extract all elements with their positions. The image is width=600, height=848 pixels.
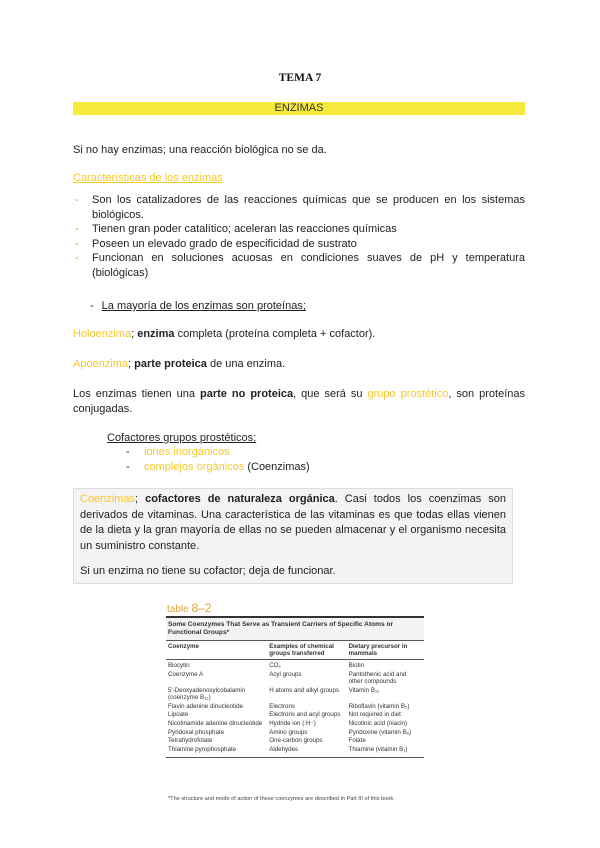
holoenzima-line: Holoenzima; enzima completa (proteína completa + cofactor). [73, 328, 376, 340]
table-footnote: *The structure and mode of action of these coenzymes are described in Part III of this book. [168, 796, 395, 802]
list-item: - iones inorgánicos [124, 445, 310, 460]
intro-text: Si no hay enzimas; una reacción biológica no se da. [73, 144, 327, 156]
list-item: - complejos orgánicos (Coenzimas) [124, 460, 310, 475]
table-row: Flavin adenine dinucleotide Electrons Riboflavin (vitamin B₂) [168, 702, 410, 710]
coenzimas-paragraph: Coenzimas; cofactores de naturaleza orgánica. Casi todos los coenzimas son derivados de vitaminas. Una característica de las vitaminas es que todas ellas vienen de la dieta y la gran mayoría de ellas no se pueden almacenar y el organismo necesita un suministro constante. [80, 493, 506, 552]
table-row: 5'-Deoxyadenosylcobalamin (coenzyme B₁₂) H atoms and alkyl groups Vitamin B₁₂ [168, 686, 380, 701]
caracteristicas-list [73, 193, 525, 280]
table-label: table 8–2 [167, 601, 212, 615]
coenzimas-term: Coenzimas [80, 493, 136, 505]
apoenzima-bold: parte proteica [134, 358, 207, 370]
table-title: Some Coenzymes That Serve as Transient Carriers of Specific Atoms or Functional Groups* [166, 618, 424, 641]
table-row: Pyridoxal phosphate Amino groups Pyridoxine (vitamin B₆) [168, 728, 412, 736]
section-band: ENZIMAS [73, 102, 525, 115]
list-item: - Tienen gran poder catalítico; aceleran las reacciones químicas [73, 222, 525, 237]
cofactores-list [124, 445, 310, 474]
holoenzima-term: Holoenzima [73, 328, 132, 340]
table-row: Biocytin CO₂ Biotin [168, 662, 365, 669]
sub-item: - La mayoría de los enzimas son proteínas; [90, 300, 306, 312]
table-row: Tetrahydrofolate One-carbon groups Folate [168, 737, 366, 745]
cofactor-note: Si un enzima no tiene su cofactor; deja de funcionar. [80, 565, 336, 577]
cofactores-heading: Cofactores grupos prostéticos: [107, 432, 257, 444]
table-header: Coenzyme Examples of chemical groups transferred Dietary precursor in mammals [166, 641, 424, 660]
apoenzima-line: Apoenzima; parte proteica de una enzima. [73, 358, 286, 370]
table-row: Thiamine pyrophosphate Aldehydes Thiamine (vitamin B₁) [168, 746, 408, 754]
holoenzima-bold: enzima [137, 328, 175, 340]
list-item: - Son los catalizadores de las reacciones químicas que se producen en los sistemas biológicos. [73, 193, 525, 222]
sub-item-text: La mayoría de los enzimas son proteínas; [101, 300, 306, 312]
table-row: Lipoate Electrons and acyl groups Not required in diet [168, 711, 401, 719]
no-proteica-paragraph: Los enzimas tienen una parte no proteica, que será su grupo prostético, son proteínas conjugadas. [73, 388, 525, 415]
page-title: TEMA 7 [278, 72, 322, 84]
table-row: Coenzyme A Acyl groups Pantothenic acid and other compounds [168, 670, 407, 685]
grupo-prostetico-link: grupo prostético [367, 388, 449, 400]
apoenzima-term: Apoenzima [73, 358, 129, 370]
table-row: Nicotinamide adenine dinucleotide Hydride ion (:H⁻) Nicotinic acid (niacin) [168, 719, 408, 727]
caracteristicas-heading: Características de los enzimas [73, 172, 223, 184]
coenzymes-table [166, 616, 424, 761]
coenzimas-box [73, 488, 513, 584]
list-item: - Poseen un elevado grado de especificidad de sustrato [73, 237, 525, 252]
list-item: - Funcionan en soluciones acuosas en condiciones suaves de pH y temperatura (biológicas) [73, 251, 525, 280]
